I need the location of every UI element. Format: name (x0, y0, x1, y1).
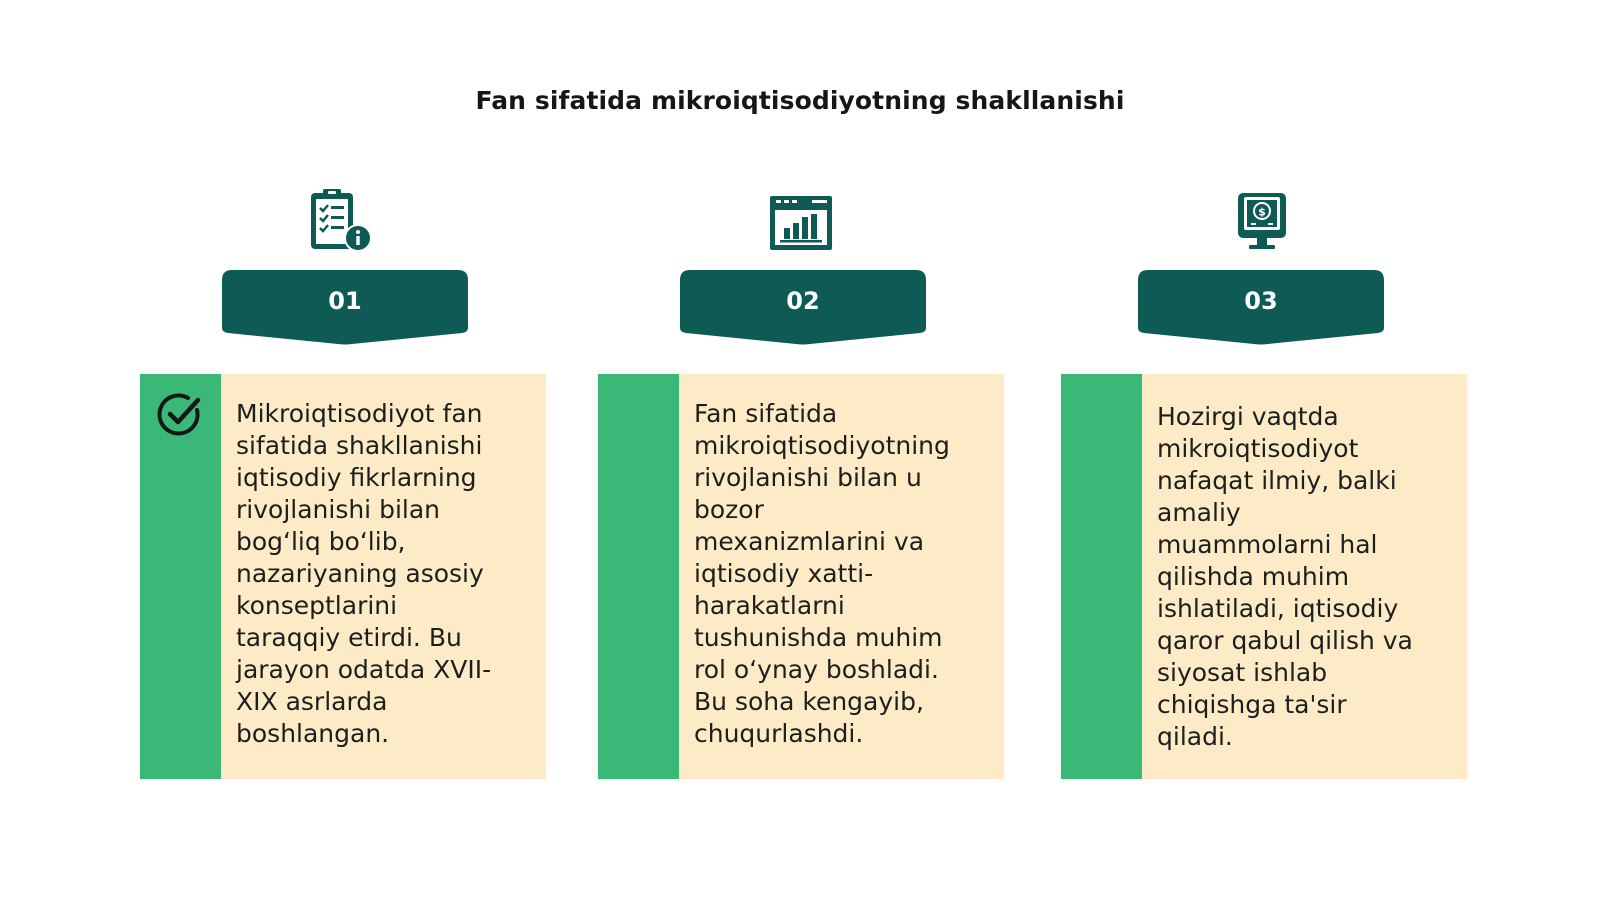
card-accent-bar (598, 374, 679, 779)
step-column-2 (598, 0, 1008, 900)
step-number: 02 (786, 287, 820, 315)
browser-bar-chart-icon (768, 188, 834, 254)
svg-text:$: $ (1258, 205, 1266, 219)
step-column-1 (140, 0, 550, 900)
step-number: 03 (1244, 287, 1278, 315)
card-accent-bar (1061, 374, 1142, 779)
step-card-3 (1061, 374, 1467, 779)
step-column-3 (1061, 0, 1471, 900)
step-description: Fan sifatida mikroiqtisodiyotning rivojlanishi bilan u bozor mexanizmlarini va iqtisodiy xatti- harakatlarni tushunishda muhim rol o‘ynay boshladi. Bu soha kengayib, chuqurlashdi. (694, 399, 950, 748)
clipboard-checklist-info-icon (308, 188, 374, 254)
step-banner-3 (1138, 270, 1384, 346)
step-card-2 (598, 374, 1004, 779)
step-banner-2 (680, 270, 926, 346)
slide-title: Fan sifatida mikroiqtisodiyotning shakllanishi (475, 86, 1125, 115)
step-description: Mikroiqtisodiyot fan sifatida shakllanishi iqtisodiy fikrlarning rivojlanishi bilan bog‘liq bo‘lib, nazariyaning asosiy konseptlarini taraqqiy etirdi. Bu jarayon odatda XVII- XIX asrlarda boshlangan. (236, 399, 492, 748)
step-description: Hozirgi vaqtda mikroiqtisodiyot nafaqat ilmiy, balki amaliy muammolarni hal qilishda muhim ishlatiladi, iqtisodiy qaror qabul qilish va siyosat ishlab chiqishga ta'sir qiladi. (1157, 402, 1413, 751)
check-circle-icon (157, 392, 203, 438)
step-banner-1 (222, 270, 468, 346)
card-accent-bar (140, 374, 221, 779)
step-card-1 (140, 374, 546, 779)
step-number: 01 (328, 287, 362, 315)
monitor-dollar-icon (1229, 188, 1295, 254)
